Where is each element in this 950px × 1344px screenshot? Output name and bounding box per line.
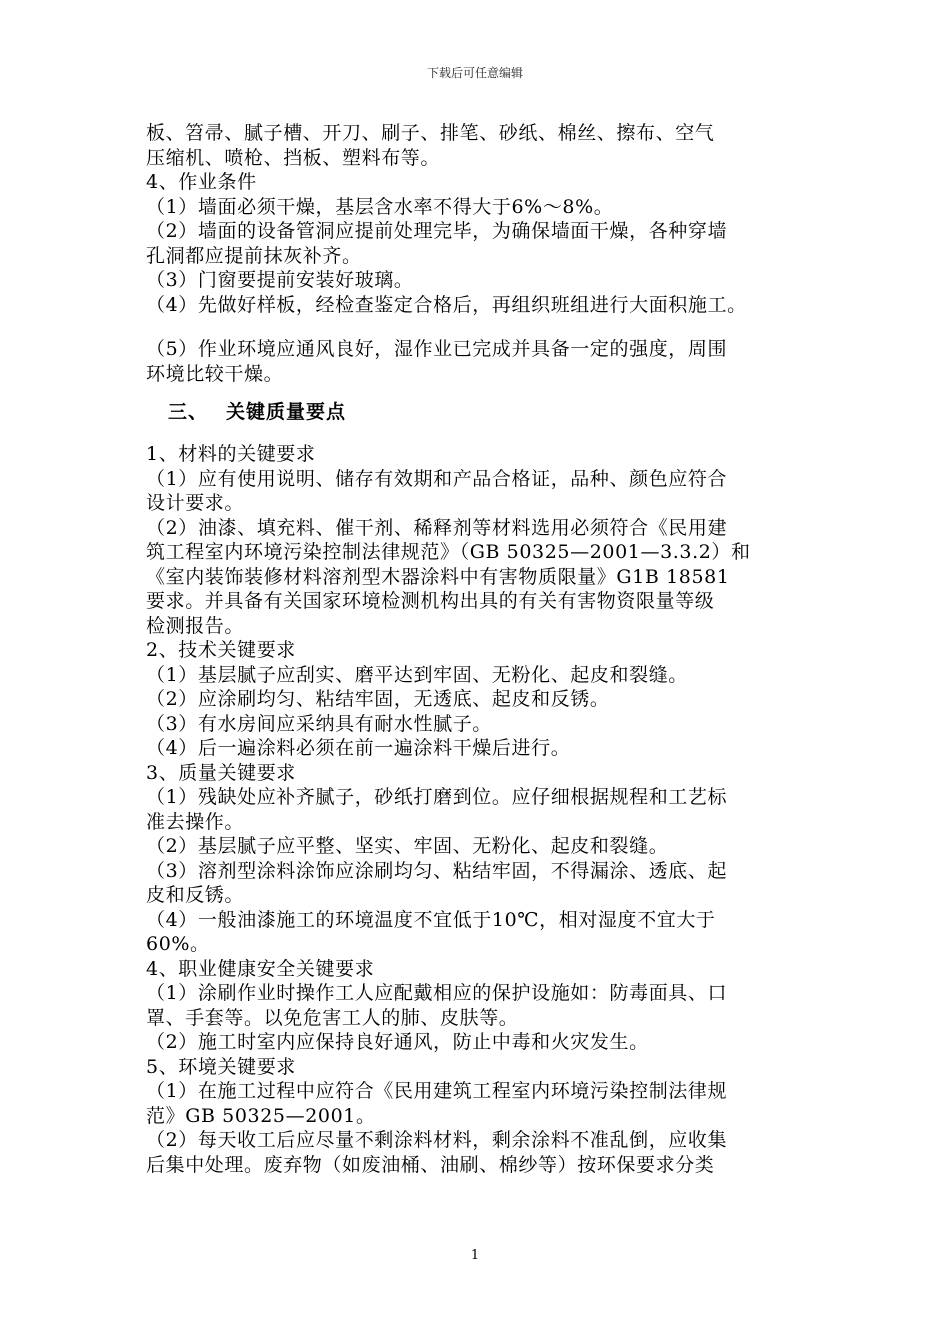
section-number: 三、	[168, 401, 209, 423]
text-line: 板、笤帚、腻子槽、开刀、刷子、排笔、砂纸、棉丝、擦布、空气	[146, 122, 715, 144]
text-line: 要求。并具备有关国家环境检测机构出具的有关有害物资限量等级	[146, 590, 715, 612]
text-line: 孔洞都应提前抹灰补齐。	[146, 244, 362, 267]
text-line: （2）每天收工后应尽量不剩涂料材料，剩余涂料不准乱倒，应收集	[146, 1129, 728, 1151]
section-heading	[146, 398, 826, 426]
document-body	[146, 121, 826, 1177]
text-line: 检测报告。	[146, 614, 245, 637]
text-line: （2）应涂刷均匀、粘结牢固，无透底、起皮和反锈。	[146, 688, 610, 710]
text-line: （3）溶剂型涂料涂饰应涂刷均匀、粘结牢固，不得漏涂、透底、起	[146, 859, 728, 882]
text-line: 准去操作。	[146, 810, 245, 833]
block-tools-and-conditions	[146, 121, 826, 317]
text-line: （2）施工时室内应保持良好通风，防止中毒和火灾发生。	[146, 1031, 649, 1053]
text-line: （1）墙面必须干燥，基层含水率不得大于6%～8%。	[146, 195, 614, 218]
text-line: （2）基层腻子应平整、坚实、牢固、无粉化、起皮和裂缝。	[146, 835, 669, 857]
block-environment-condition	[146, 337, 826, 386]
text-line: （1）在施工过程中应符合《民用建筑工程室内环境污染控制法律规	[146, 1080, 728, 1102]
text-line: 范》GB 50325—2001。	[146, 1104, 376, 1127]
text-line: （2）墙面的设备管洞应提前处理完毕，为确保墙面干燥，各种穿墙	[146, 220, 728, 242]
text-line: （4）一般油漆施工的环境温度不宜低于10℃，相对湿度不宜大于	[146, 908, 716, 931]
page-number: 1	[470, 1248, 480, 1263]
text-line: 筑工程室内环境污染控制法律规范》（GB 50325—2001—3.3.2）和	[146, 541, 751, 563]
text-line: （1）涂刷作业时操作工人应配戴相应的保护设施如：防毒面具、口	[146, 982, 728, 1004]
text-line: 4、作业条件	[146, 171, 257, 193]
text-line: 设计要求。	[146, 492, 245, 514]
block-key-quality-points	[146, 442, 826, 1177]
text-line: 5、环境关键要求	[146, 1055, 296, 1078]
page-header: 下载后可任意编辑	[426, 66, 523, 80]
text-line: （1）应有使用说明、储存有效期和产品合格证，品种、颜色应符合	[146, 467, 728, 490]
text-line: 2、技术关键要求	[146, 639, 296, 661]
text-line: （4）先做好样板，经检查鉴定合格后，再组织班组进行大面积施工。	[146, 293, 747, 316]
section-title: 关键质量要点	[226, 401, 347, 423]
text-line: 60%。	[146, 933, 210, 955]
text-line: （5）作业环境应通风良好，湿作业已完成并具备一定的强度，周围	[146, 338, 728, 360]
text-line: 环境比较干燥。	[146, 362, 284, 385]
text-line: 1、材料的关键要求	[146, 443, 316, 465]
text-line: 《室内装饰装修材料溶剂型木器涂料中有害物质限量》G1B 18581	[146, 565, 730, 588]
text-line: （4）后一遍涂料必须在前一遍涂料干燥后进行。	[146, 737, 571, 759]
text-line: 4、职业健康安全关键要求	[146, 957, 375, 980]
text-line: （3）有水房间应采纳具有耐水性腻子。	[146, 712, 492, 735]
text-line: 罩、手套等。以免危害工人的肺、皮肤等。	[146, 1006, 519, 1029]
text-line: （3）门窗要提前安装好玻璃。	[146, 269, 414, 291]
text-line: （1）基层腻子应刮实、磨平达到牢固、无粉化、起皮和裂缝。	[146, 663, 688, 686]
text-line: （1）残缺处应补齐腻子，砂纸打磨到位。应仔细根据规程和工艺标	[146, 786, 728, 808]
text-line: 压缩机、喷枪、挡板、塑料布等。	[146, 146, 441, 169]
text-line: 3、质量关键要求	[146, 761, 296, 784]
text-line: （2）油漆、填充料、催干剂、稀释剂等材料选用必须符合《民用建	[146, 516, 728, 539]
paragraph-gap	[146, 317, 826, 337]
text-line: 后集中处理。废弃物（如废油桶、油刷、棉纱等）按环保要求分类	[146, 1153, 715, 1176]
text-line: 皮和反锈。	[146, 884, 245, 906]
